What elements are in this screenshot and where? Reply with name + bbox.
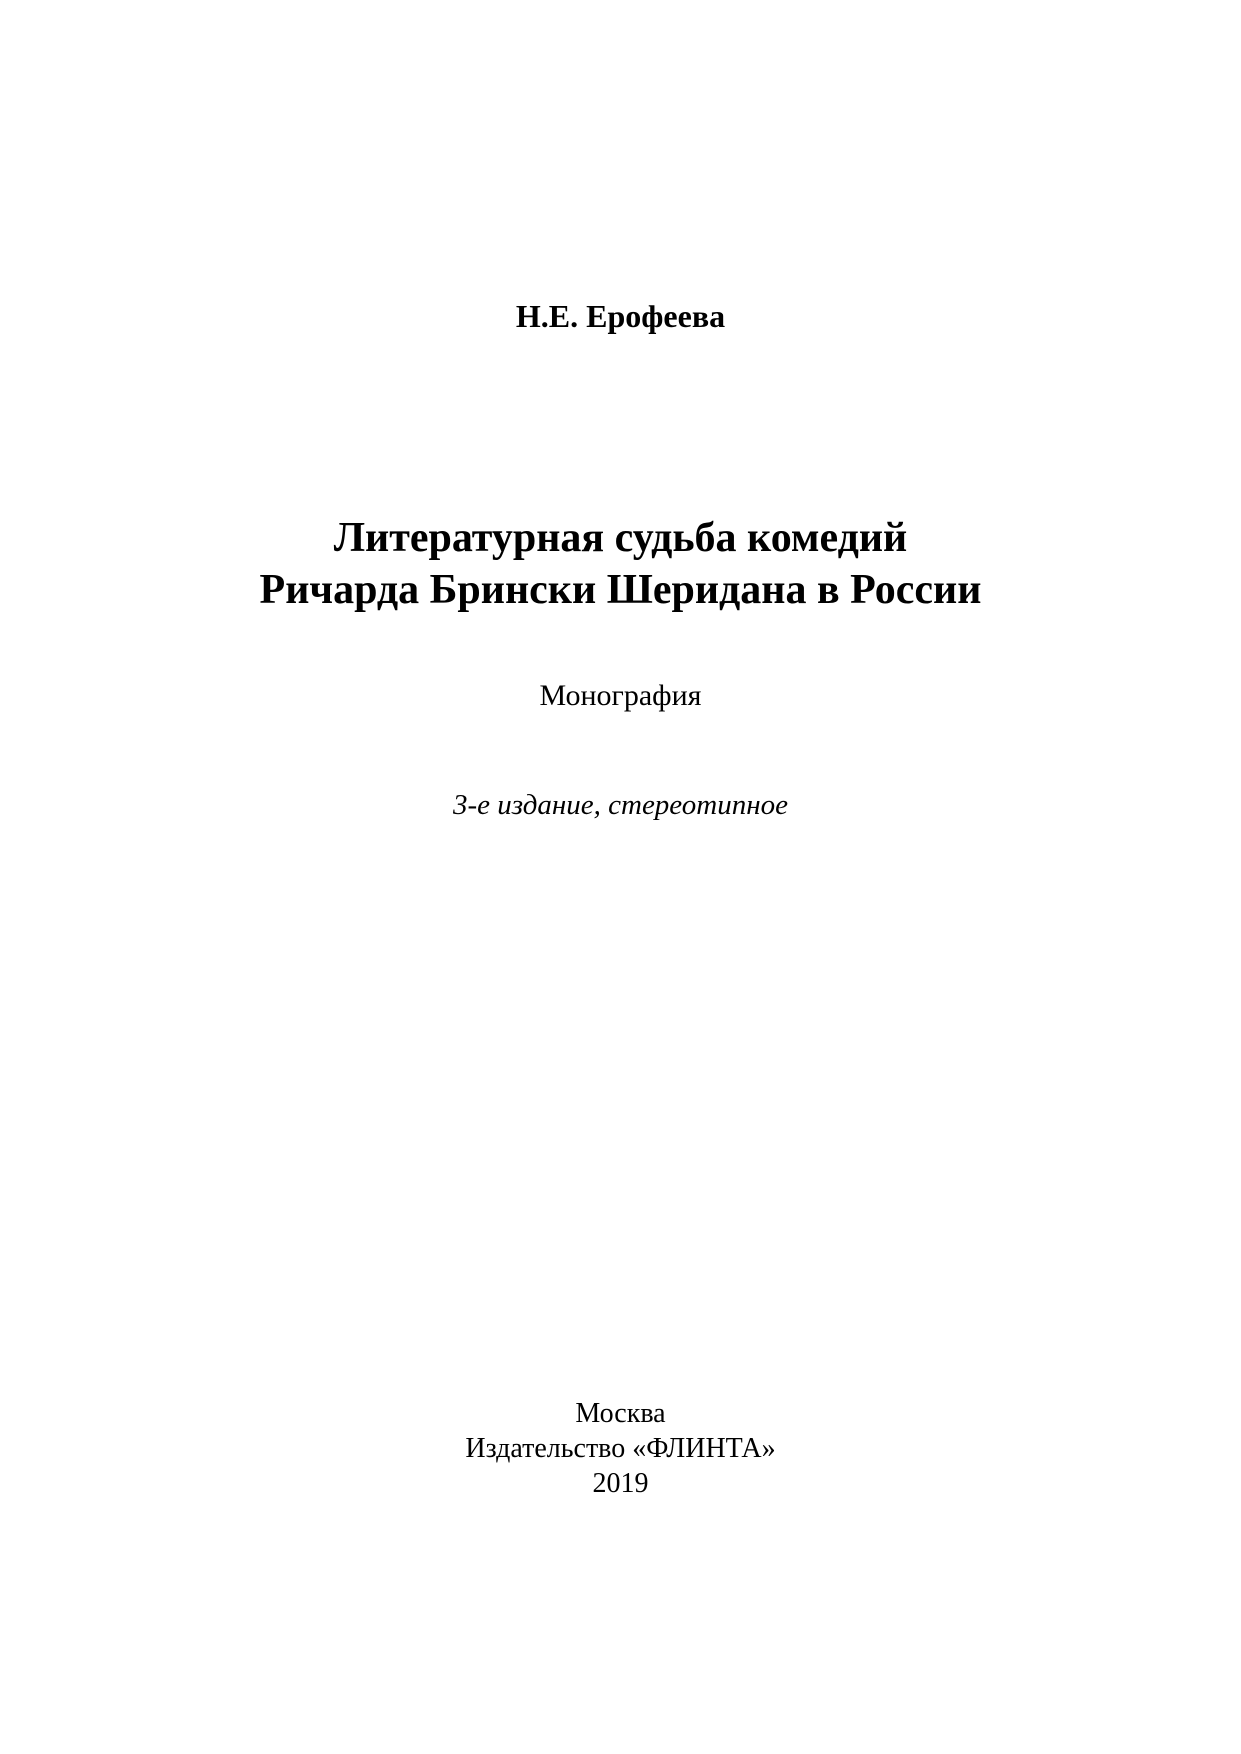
edition-note: 3-е издание, стереотипное — [452, 789, 788, 821]
imprint — [0, 1396, 1241, 1501]
book-title-line-2: Ричарда Брински Шеридана в России — [259, 567, 982, 613]
imprint-publisher: Издательство «ФЛИНТА» — [465, 1433, 776, 1464]
imprint-city: Москва — [575, 1398, 666, 1429]
book-title — [0, 512, 1241, 616]
book-genre: Монография — [539, 679, 702, 712]
author-name: Н.Е. Ерофеева — [515, 298, 726, 334]
book-title-line-1: Литературная судьба комедий — [333, 515, 908, 561]
imprint-year: 2019 — [592, 1468, 649, 1499]
